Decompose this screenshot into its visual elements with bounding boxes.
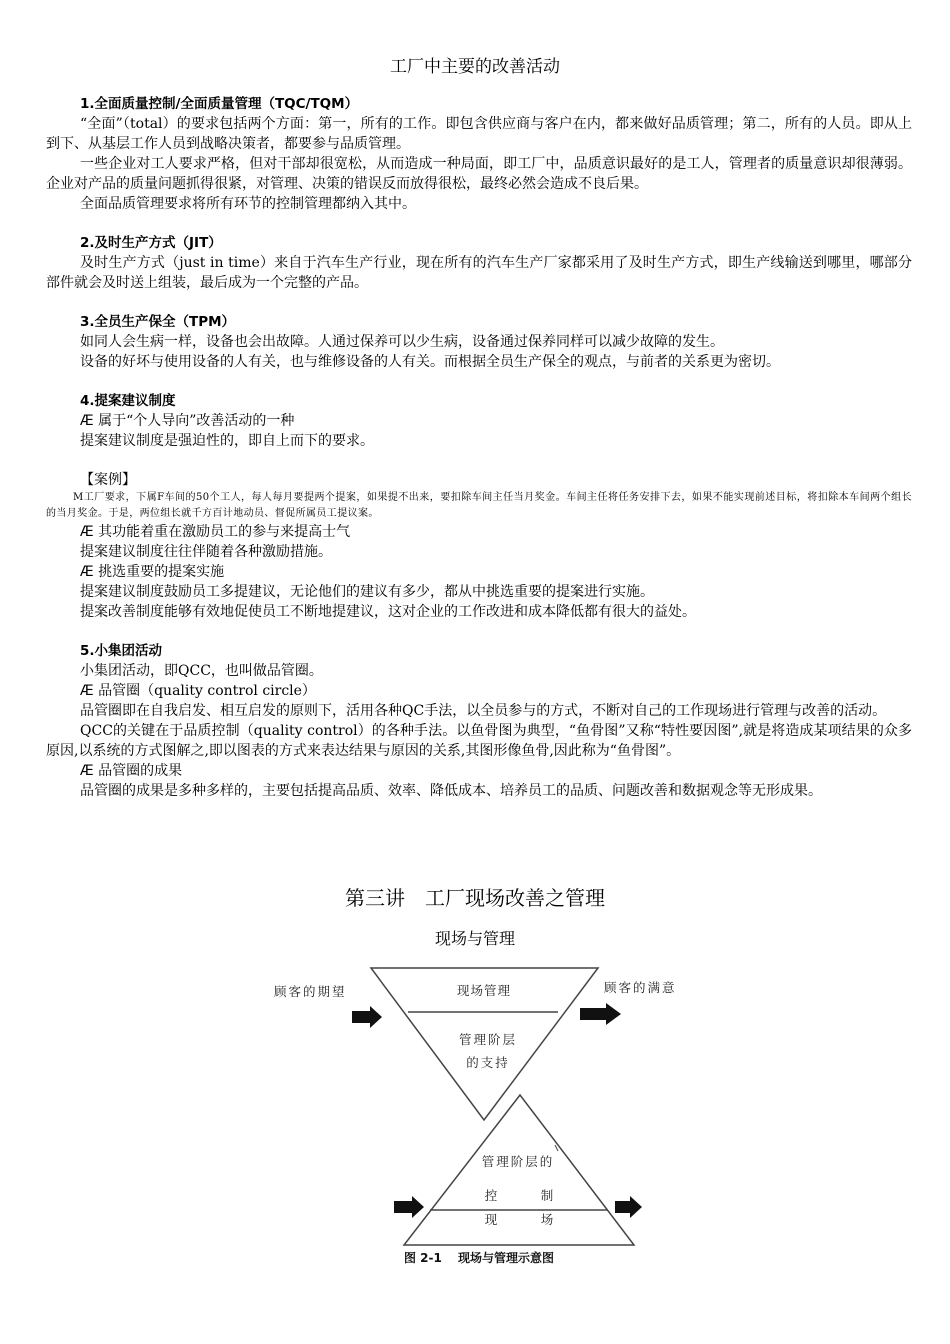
paragraph: 及时生产方式（just in time）来自于汽车生产行业，现在所有的汽车生产厂家都采用了及时生产方式，即生产线输送到哪里，哪部分部件就会及时送上组装，最后成为一个完整的产品。	[46, 255, 912, 291]
label-control-b: 制	[540, 1188, 554, 1203]
bullet-mark: Æ	[80, 683, 94, 699]
bullet-item	[46, 411, 912, 431]
bullet-item	[46, 522, 912, 542]
paragraph: 提案建议制度鼓励员工多提建议，无论他们的建议有多少，都从中挑选重要的提案进行实施。	[80, 584, 654, 600]
bullet-mark: Æ	[80, 763, 94, 779]
bullet-item	[46, 562, 912, 582]
paragraph: 提案改善制度能够有效地促使员工不断地提建议，这对企业的工作改进和成本降低都有很大的益处。	[80, 604, 696, 620]
section-heading-tqc: 1.全面质量控制/全面质量管理（TQC/TQM）	[80, 96, 359, 112]
upright-triangle	[404, 1095, 634, 1245]
paragraph: “全面”（total）的要求包括两个方面：第一，所有的工作。即包含供应商与客户在内，都来做好品质管理；第二，所有的人员。即从上到下、从基层工作人员到战略决策者，都要参与品质管理。	[46, 116, 912, 152]
label-site-b: 场	[540, 1212, 554, 1227]
paragraph: 品管圈即在自我启发、相互启发的原则下，活用各种QC手法，以全员参与的方式，不断对自己的工作现场进行管理与改善的活动。	[80, 703, 887, 719]
bullet-text: 品管圈的成果	[98, 763, 183, 779]
bullet-text: 挑选重要的提案实施	[98, 564, 225, 580]
label-site-management: 现场管理	[456, 983, 512, 998]
paragraph: 如同人会生病一样，设备也会出故障。人通过保养可以少生病，设备通过保养同样可以减少故障的发生。	[80, 334, 724, 350]
label-control-a: 控	[484, 1188, 498, 1203]
site-management-diagram	[0, 955, 950, 1275]
lecture-title: 第三讲 工厂现场改善之管理	[345, 886, 605, 910]
case-label: 【案例】	[80, 472, 136, 488]
arrow-icon	[352, 1006, 382, 1028]
paragraph: 提案建议制度是强迫性的，即自上而下的要求。	[80, 433, 374, 449]
section-heading-proposal: 4.提案建议制度	[80, 393, 176, 409]
paragraph: 全面品质管理要求将所有环节的控制管理都纳入其中。	[80, 196, 416, 212]
main-content	[46, 94, 912, 801]
paragraph: 品管圈的成果是多种多样的，主要包括提高品质、效率、降低成本、培养员工的品质、问题改善和数据观念等无形成果。	[80, 783, 822, 799]
label-management-support-2: 的支持	[466, 1055, 510, 1070]
bullet-text: 其功能着重在激励员工的参与来提高士气	[98, 524, 351, 540]
paragraph: QCC的关键在于品质控制（quality control）的各种手法。以鱼骨图为典型，“鱼骨图”又称“特性要因图”,就是将造成某项结果的众多原因,以系统的方式图解之,即以图表的方式来表达结果与原因的关系,其图形像鱼骨,因此称为“鱼骨图”。	[46, 723, 912, 759]
bullet-text: 属于“个人导向”改善活动的一种	[98, 413, 295, 429]
bullet-mark: Æ	[80, 564, 94, 580]
label-site-a: 现	[484, 1212, 498, 1227]
arrow-icon	[580, 1003, 621, 1025]
bullet-mark: Æ	[80, 524, 94, 540]
label-management-control-1: 管理阶层的	[481, 1154, 555, 1169]
figure-caption: 图 2-1 现场与管理示意图	[404, 1251, 555, 1265]
label-customer-expectation: 顾客的期望	[274, 984, 347, 999]
paragraph: 一些企业对工人要求严格，但对干部却很宽松，从而造成一种局面，即工厂中，品质意识最好的是工人，管理者的质量意识却很薄弱。企业对产品的质量问题抓得很紧，对管理、决策的错误反而放得很松，最终必然会造成不良后果。	[46, 156, 912, 192]
arrow-icon	[615, 1196, 642, 1218]
section-heading-tpm: 3.全员生产保全（TPM）	[80, 314, 236, 330]
paragraph: 小集团活动，即QCC，也叫做品管圈。	[80, 663, 323, 679]
arrow-icon	[394, 1196, 424, 1218]
bullet-mark: Æ	[80, 413, 94, 429]
page-title: 工厂中主要的改善活动	[390, 57, 560, 77]
label-customer-satisfaction: 顾客的满意	[604, 980, 677, 995]
section-heading-qcc: 5.小集团活动	[80, 643, 163, 659]
bullet-item	[46, 761, 912, 781]
paragraph: 设备的好坏与使用设备的人有关，也与维修设备的人有关。而根据全员生产保全的观点，与前者的关系更为密切。	[80, 354, 780, 370]
bullet-text: 品管圈（quality control circle）	[98, 683, 316, 699]
bullet-item	[46, 681, 912, 701]
label-management-support-1: 管理阶层	[458, 1032, 518, 1047]
case-text: M工厂要求，下属F车间的50个工人，每人每月要提两个提案，如果提不出来，要扣除车间主任当月奖金。车间主任将任务安排下去，如果不能实现前述目标，将扣除本车间两个组长的当月奖金。于是，两位组长就千方百计地动员、督促所属员工提议案。	[46, 492, 912, 519]
tick-mark	[555, 1145, 558, 1151]
diagram-title: 现场与管理	[434, 929, 515, 948]
paragraph: 提案建议制度往往伴随着各种激励措施。	[80, 544, 332, 560]
section-heading-jit: 2.及时生产方式（JIT）	[80, 235, 222, 251]
